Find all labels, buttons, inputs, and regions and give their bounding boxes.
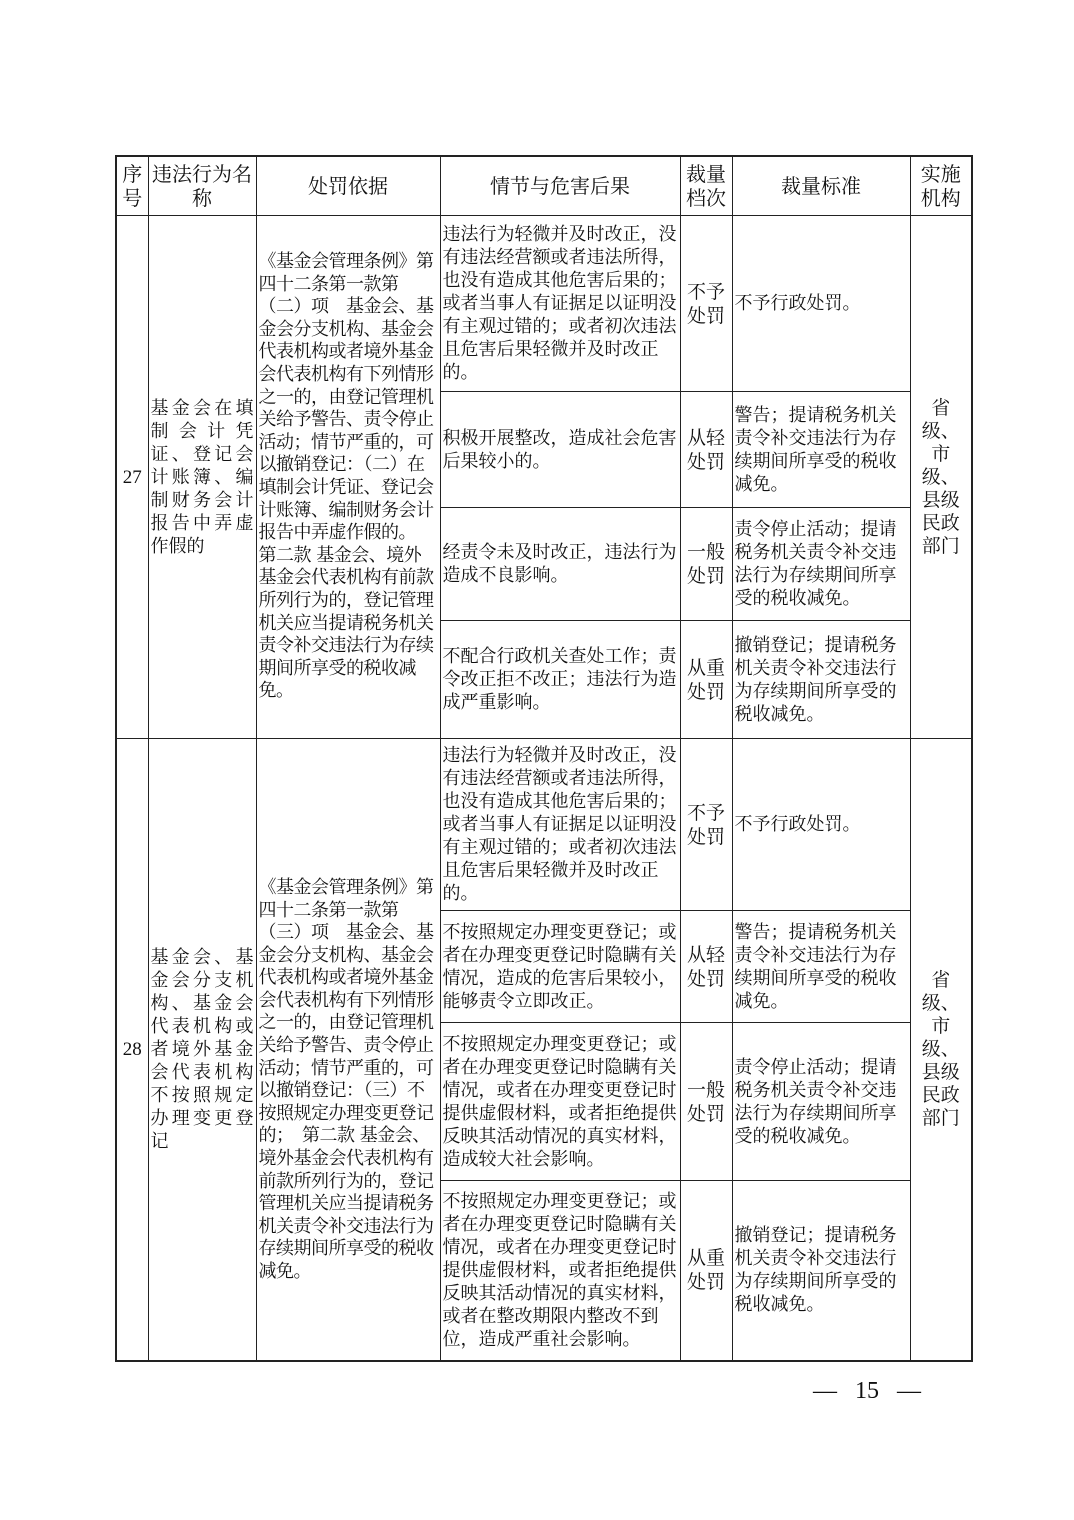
- discretion-standard: 警告；提请税务机关责令补交违法行为存续期间所享受的税收减免。: [732, 392, 910, 508]
- discretion-standard: 责令停止活动；提请税务机关责令补交违法行为存续期间所享受的税收减免。: [732, 1023, 910, 1181]
- table-row: [116, 739, 972, 911]
- discretion-level: 一般处罚: [680, 508, 732, 621]
- discretion-level: 从轻处罚: [680, 911, 732, 1023]
- penalty-basis: 《基金会管理条例》第四十二条第一款第（三）项 基金会、基金会分支机构、基金会代表机构或者境外基金会代表机构有下列情形之一的，由登记管理机关给予警告、责令停止活动；情节严重的，可以撤销登记：（三）不按照规定办理变更登记的； 第二款 基金会、境外基金会代表机构有前款所列行为的，登记管理机关应当提请税务机关责令补交违法行为存续期间所享受的税收减免。: [256, 739, 440, 1361]
- discretion-table: [115, 155, 973, 1362]
- circumstance-cell: 不按照规定办理变更登记；或者在办理变更登记时隐瞒有关情况，或者在办理变更登记时提供虚假材料，或者拒绝提供反映其活动情况的真实材料，或者在整改期限内整改不到位，造成严重社会影响。: [440, 1181, 680, 1361]
- discretion-level: 不予处罚: [680, 739, 732, 911]
- discretion-standard: 警告；提请税务机关责令补交违法行为存续期间所享受的税收减免。: [732, 911, 910, 1023]
- circumstance-cell: 经责令未及时改正，违法行为造成不良影响。: [440, 508, 680, 621]
- discretion-level: 一般处罚: [680, 1023, 732, 1181]
- discretion-level: 从轻处罚: [680, 392, 732, 508]
- circumstance-cell: 不按照规定办理变更登记；或者在办理变更登记时隐瞒有关情况，或者在办理变更登记时提供虚假材料，或者拒绝提供反映其活动情况的真实材料，造成较大社会影响。: [440, 1023, 680, 1181]
- discretion-standard: 撤销登记；提请税务机关责令补交违法行为存续期间所享受的税收减免。: [732, 621, 910, 739]
- circumstance-cell: 违法行为轻微并及时改正，没有违法经营额或者违法所得，也没有造成其他危害后果的；或者当事人有证据足以证明没有主观过错的；或者初次违法且危害后果轻微并及时改正的。: [440, 216, 680, 392]
- circumstance-cell: 不按照规定办理变更登记；或者在办理变更登记时隐瞒有关情况，造成的危害后果较小，能够责令立即改正。: [440, 911, 680, 1023]
- header-penalty-basis: 处罚依据: [256, 156, 440, 216]
- table-header-row: [116, 156, 972, 216]
- row-index: 27: [116, 216, 148, 739]
- discretion-level: 从重处罚: [680, 1181, 732, 1361]
- circumstance-cell: 积极开展整改，造成社会危害后果较小的。: [440, 392, 680, 508]
- discretion-standard: 撤销登记；提请税务机关责令补交违法行为存续期间所享受的税收减免。: [732, 1181, 910, 1361]
- header-agency: 实施机构: [910, 156, 972, 216]
- page-number-footer: — 15 —: [813, 1378, 921, 1404]
- header-discretion-level: 裁量档次: [680, 156, 732, 216]
- header-discretion-standard: 裁量标准: [732, 156, 910, 216]
- discretion-standard: 责令停止活动；提请税务机关责令补交违法行为存续期间所享受的税收减免。: [732, 508, 910, 621]
- row-index: 28: [116, 739, 148, 1361]
- implementing-agency: 省级、市级、县级民政部门: [910, 216, 972, 739]
- header-violation-name: 违法行为名称: [148, 156, 256, 216]
- page-number: 15: [855, 1378, 879, 1404]
- discretion-standard: 不予行政处罚。: [732, 216, 910, 392]
- header-index: 序号: [116, 156, 148, 216]
- table-row: [116, 216, 972, 392]
- discretion-level: 从重处罚: [680, 621, 732, 739]
- violation-name: 基金会、基金会分支机构、基金会代表机构或者境外基金会代表机构不按照规定办理变更登记: [148, 739, 256, 1361]
- circumstance-cell: 不配合行政机关查处工作；责令改正拒不改正；违法行为造成严重影响。: [440, 621, 680, 739]
- implementing-agency: 省级、市级、县级民政部门: [910, 739, 972, 1361]
- header-circumstance: 情节与危害后果: [440, 156, 680, 216]
- discretion-standard: 不予行政处罚。: [732, 739, 910, 911]
- penalty-basis: 《基金会管理条例》第四十二条第一款第（二）项 基金会、基金会分支机构、基金会代表机构或者境外基金会代表机构有下列情形之一的，由登记管理机关给予警告、责令停止活动；情节严重的，可以撤销登记：（二）在填制会计凭证、登记会计账簿、编制财务会计报告中弄虚作假的。 第二款 基金会、境外基金会代表机构有前款所列行为的，登记管理机关应当提请税务机关责令补交违法行为存续期间所享受的税收减免。: [256, 216, 440, 739]
- circumstance-cell: 违法行为轻微并及时改正，没有违法经营额或者违法所得，也没有造成其他危害后果的；或者当事人有证据足以证明没有主观过错的；或者初次违法且危害后果轻微并及时改正的。: [440, 739, 680, 911]
- discretion-level: 不予处罚: [680, 216, 732, 392]
- violation-name: 基金会在填制会计凭证、登记会计账簿、编制财务会计报告中弄虚作假的: [148, 216, 256, 739]
